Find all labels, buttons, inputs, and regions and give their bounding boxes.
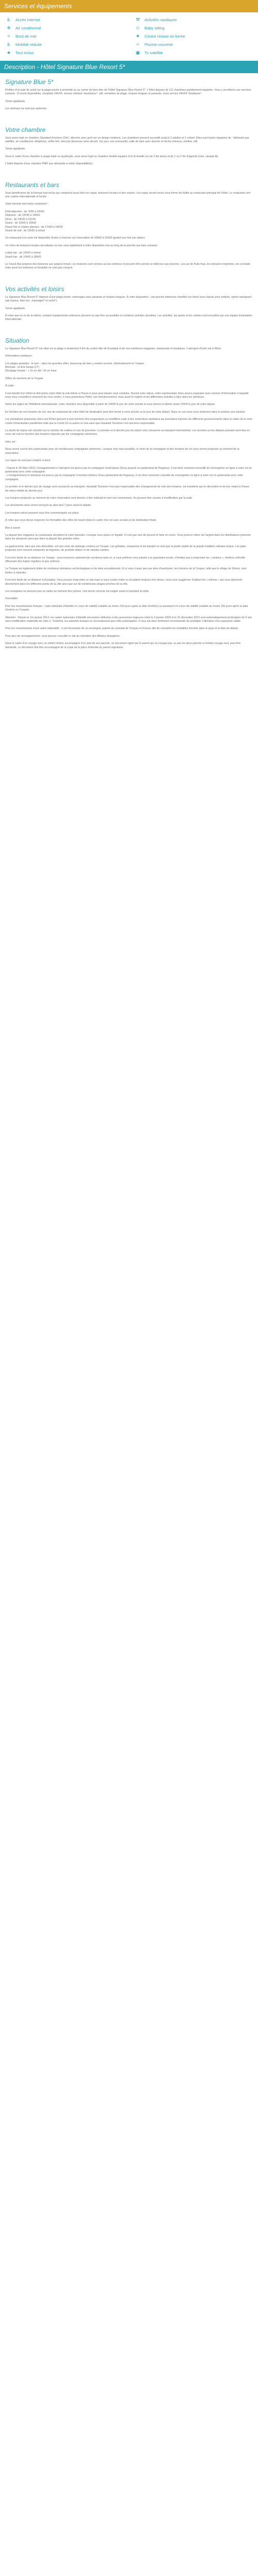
service-label: Piscine couverte	[144, 42, 173, 47]
dining-paragraph: Votre formule tout inclus comprend :	[5, 202, 49, 206]
service-item	[134, 25, 253, 31]
location-paragraph: - Depuis le 26 Mars 2023, l'enregistrement à l'aéroport est pourvu par la compagnie SunExpress (Sous pouvoir en partenariat de Pegasus). Il est donc vivement conseillé de s'enregistrer en ligne à votre vol en partenariat avec cette compagnie. - L'enregistrement à l'aéroport est pourvu par la compagnie Corendon Airlines (Sous partenariat de Pegasus). Il est donc vivement conseillé de s'enregistrer en ligne à votre vol en partenariat avec cette compagnie.	[5, 466, 252, 481]
intro-paragraph: Tenue appliquée.	[5, 99, 26, 103]
inclusive-icon: ★	[6, 49, 11, 55]
service-item	[134, 33, 253, 39]
services-header: Services et équipements	[0, 0, 258, 12]
mobility-icon: ♿	[6, 41, 11, 47]
location-paragraph: Le premier et le dernier jour de voyage sont consacrés au transport. Havaiiati Tourisme n'est pas responsable des changements de vols des horaires, les transferts qui en découlent et de leur retard à l'heure de retour initiale du dernier jour.	[5, 485, 250, 493]
description-content	[0, 78, 258, 650]
services-grid	[0, 12, 258, 61]
location-paragraph: La plupart des magasins ou restaurants acceptent la carte bancaire. Lorsque vous payez en liquide, il n'est pas rare de pouvoir le faire en euros. Vous pourrez retirer de l'argent dans les distributeurs présents dans les aéroports ainsi que dans la plupart des grandes villes.	[5, 533, 251, 541]
location-title: Situation	[5, 336, 29, 344]
location-paragraph: La Turquie est également dotée de nombreux domaines archéologiques et de sites exceptionnels. Et si vous n'avez pas une âme d'aventurier, les chemins de la Turquie, telle que le village de Sirince, sont faciles à rejoindre.	[5, 567, 247, 574]
dining-section	[5, 192, 253, 270]
rooms-section	[5, 137, 253, 166]
service-label: Accès internet	[15, 17, 40, 22]
location-paragraph: Il est très facile de se déplacer en Turquie : vous trouverez aisément de nombreux taxis et, si vous préférez vous joindre à la population locale, n'hésitez pas à emprunter les « dolmus », minibus collectifs effectuant des trajets réguliers et peu onéreux.	[5, 556, 245, 563]
leisure-paragraph: À noter que ou ce de la même, certains équipements extérieurs peuvent ne pas être accessibles et certaines activités annulées. Les activités, les sports et les soirées sont encadrés par une équipe d'animation internationale.	[5, 314, 252, 321]
intro-paragraph: Profitez d'un bain de soleil sur la plage privée à proximité ou au centre de bien-être de l'Hôtel Signature Blue Resort 5*. L'hôtel dispose de 111 chambres parfaitement équipées. Vous y accéderez aux services suivants : 8 courts disponibles, réception 24h/24, service médical "assistance", wifi, serviettes de plage, chaises longues et parasols, room service 24h/24 "boutiques".	[5, 89, 251, 96]
rooms-paragraph: Vous serez logé en chambre Standard d'environ 22m², décorée avec goût sur un design moderne. Les chambres peuvent accueillir jusqu'à 2 adultes et 1 enfant. Elles sont toutes équipées de : télévision par satellite, air conditionné, téléphone, coffre-fort, mini-bar (boissons sans alcool). Sur jour, non renouvelé), salle de bain avec douche et sèche-cheveux, minibar, wifi.	[5, 136, 249, 144]
leisure-paragraph: Tenue appliquée.	[5, 307, 26, 310]
intro-section	[5, 89, 253, 111]
leisure-paragraph: Le Signature Blue Resort 5* dispose d'une plage privée, aménagée avec parasols et chaises longues. À votre disposition : une piscine intérieure chauffée (en hiver) avec bassin pour enfants, sports nautiques*, spa (sauna, bain turc, massages* et soins*).	[5, 295, 253, 303]
service-label: Tout inclus	[15, 50, 34, 55]
location-section	[5, 347, 253, 650]
rooms-title: Votre chambre	[5, 126, 46, 133]
sea-icon: ≈	[7, 33, 10, 39]
dining-paragraph: Un restaurant à la carte est disponible (fruits) à réserver sur réservation de 20h00 à 22h00 (gratuit une fois par séjour).	[5, 236, 146, 240]
location-paragraph: Dans le cadre d'un voyage avec un enfant mineur accompagné d'un seul de ses parents, un document signé par le parent qui ne voyage pas, ou par les deux parents si l'enfant voyage seul, peut être demandé. Le document doit être accompagné de la copie de la pièce d'identité du parent signataire.	[5, 642, 241, 649]
leisure-section	[5, 296, 253, 322]
service-label: Baby sitting	[144, 25, 165, 30]
location-paragraph: En fonction de vos horaires de vol, une de restaurant de votre hôtel de destination peut être fermé à votre arrivée ou le jour de votre départ. Dans ce cas nous vous inviterons dans le préavis une solution.	[5, 410, 246, 414]
dining-paragraph: Lobby bar : de 10h00 à minuit Snack bar : de 10h00 à 18h00	[5, 251, 41, 259]
service-label: Bord de mer	[15, 33, 37, 39]
baby-icon: ☺	[135, 25, 140, 30]
location-paragraph: Bon à savoir	[5, 526, 20, 530]
location-paragraph: Les repas ne sont pas compris à bord.	[5, 459, 51, 463]
location-paragraph: Les horaires proposés au moment de votre réservation sont donnés à titre indicatif et sont non contractuels. Ils peuvent être soumis à modification par la suite.	[5, 496, 193, 500]
location-paragraph: À noter :	[5, 384, 15, 388]
service-label: Activités nautiques	[144, 17, 177, 22]
rooms-paragraph: Tenue appliquée.	[5, 147, 26, 151]
service-label: Tv satellite	[144, 50, 163, 55]
location-paragraph: Formalités	[5, 597, 18, 601]
service-item	[5, 33, 124, 39]
page	[0, 0, 258, 653]
description-header: Description - Hôtel Signature Blue Resort 5*	[0, 61, 258, 73]
service-item	[134, 41, 253, 47]
location-paragraph: Les horaires retour peuvent vous être communiqués sur place.	[5, 511, 79, 515]
service-label: Mobilité réduite	[15, 42, 42, 47]
service-item	[5, 16, 124, 23]
dining-paragraph: Petit-déjeuner : de 7h00 à 10h00 Déjeuner : de 12h30 à 14h00 Dîner : de 19h30 à 21h30 Snack : de 11h00 à 16h00 Pause thé et crêpes glacées : de 17h00 à 18h00 Snack de nuit : de 23h30 à minuit	[5, 210, 63, 232]
rooms-paragraph: Sous le cadre d'une chambre à usage triple ou quadruple, vous serez logé en chambre double équipée d'un lit double (ou de 2 lits twins) et de 1 ou 2 lits d'appoint (sofa, canapé-lit).	[5, 155, 219, 158]
intro-paragraph: Les animaux ne sont pas autorisés.	[5, 107, 47, 111]
service-item	[5, 49, 124, 56]
location-paragraph: Le Signature Blue Resort 5* est situé sur la plage à seulement 5 km du centre-ville de Kusadasi et de ses nombreux magasins, restaurants et boutiques. L'aéroport d'Izmir est à 65km.	[5, 347, 222, 350]
location-paragraph: La durée du séjour est calculée sur le nombre de nuitées et non de journées. Le premier et le dernier jour du séjour sont consacrés au transport international. Les arrivées ou les départs pouvant avoir lieu en cours de nuit en fonction des horaires imposés par les compagnies aériennes.	[5, 429, 250, 436]
service-item	[134, 49, 253, 56]
location-paragraph: Les mosquées ne peuvent pas se visiter au moment des prières. Une tenue correcte est exigée avant et pendant la visite.	[5, 590, 150, 594]
location-paragraph: Pour plus de renseignements, vous pouvez consulter le site du ministère des Affaires étrangères.	[5, 634, 120, 638]
fitness-icon: ♥	[136, 33, 139, 39]
location-paragraph: Les plages gratuites : le tout – dans les grandes villes, beaucoup de bars y restent ouverts. Généralement en Turquie : Monnaie : la livre turque (LT) Décalage horaire : + 1h en été / 2h en hiver	[5, 362, 146, 373]
dining-paragraph: Un choix de boissons locales alcoolisées ou non vous également à votre disposition tout au long de la journée aux bars suivants :	[5, 244, 159, 247]
location-paragraph: Selon les règles de l'hôtellerie internationale, votre chambre sera disponible à partir de 14h00 le jour de votre arrivée et vous devrez la libérer avant 12h00 le jour de votre départ.	[5, 403, 216, 406]
location-paragraph: La gastronomie, bien que très diversifiée, est une sorte de mélange contenu en Turquie. Les grillades, chawarma et les kebabs ne sont que la partie visible de la grande tradition culinaire turque. Les plats proposés sont souvent composés de légumes, de produits laitiers et de viandes variées.	[5, 545, 246, 552]
location-paragraph: Infos vol :	[5, 440, 17, 444]
wheelchair-icon: ♿	[6, 16, 11, 22]
location-paragraph: À noter que vous devez respecter les formalités des villes de transit (dans le cadre d'un vol avec escale) et de destination finale.	[5, 519, 157, 522]
location-paragraph: Office du tourisme de la Turquie	[5, 377, 43, 380]
location-paragraph: Il est interdit d'un hôtel ne doit prévu notre hôtel la nuit-même à l'heure à nous pour laisser vous conduire. Durant votre séjour, votre représentant Jetou pourra organiser avec réunion d'information à laquelle nous vous conseillons vivement de vous rendre. Il vous présentera l'hôtel, son fonctionnement, mais aussi le régime et les différentes activités à faire dans les alentours.	[5, 392, 249, 399]
service-item	[134, 16, 253, 23]
dining-title: Restaurants et bars	[5, 181, 59, 189]
service-item	[5, 41, 124, 47]
leisure-title: Vos activités et loisirs	[5, 285, 64, 293]
service-label: Air conditionné	[15, 25, 41, 30]
service-label: Centre remise en forme	[144, 33, 185, 39]
location-paragraph: Nous avons conclu des partenariats avec de nombreuses compagnies aériennes. Lorsque cela nous possible, le choix de la compagnie et des horaires de vol vous seront proposés au moment de la réservation.	[5, 448, 239, 455]
rooms-paragraph: L'hôtel dispose d'une chambre PMR (sur demande et selon disponibilités).	[5, 162, 93, 166]
dining-paragraph: Vous bénéficierez de la formule tout inclus qui comprend aussi bien les repas, boissons locales et des snacks. Les repas seront servis sous forme de buffet au restaurant principal de l'hôtel. Le restaurant sert une cuisine internationale et locale.	[5, 191, 250, 199]
dining-paragraph: Le Snack-Bar propose des boissons aux jusqu'à minuit. Les boissons sont servies au bar extérieur et peuvent être servies à midi/ceux aux piscines. Les jus de fruits frais, les boissons importées, les cocktails mais aussi les boissons en bouteille ne sont pas compris.	[5, 262, 250, 270]
wifi-icon: ▣	[135, 49, 140, 55]
location-paragraph: Pour les ressortissants d'une autre nationalité : il est nécessaire de se renseigner auprès du consulat de Turquie en France afin de connaître les modalités d'entrée dans le pays et la date du départ.	[5, 627, 239, 631]
pool-icon: ≈	[136, 42, 139, 47]
location-paragraph: Il est très facile de se déplacer à Kusadasi. Vous pouvez emprunter un taxi mais si vous voulez éviter la circulation toujours très dense, nous vous suggérons d'utiliser les « dolmus » qui vous déposent directement dans les différents points de la ville ainsi que sur de nombreuses plages proches de la ville.	[5, 579, 242, 586]
snowflake-icon: ❄	[7, 25, 11, 30]
service-item	[5, 25, 124, 31]
location-paragraph: Les prestations proposées dans nos fiches peuvent à tout moment être suspendues ou modifiées suite à des restrictions sanitaires qui pourraient imposer les différents gouvernements dans le cadre de la crise contre d'éventuelles pandémies telle que la Covid-19 ou autres et cela sans que Havaiiati Tourisme n'en soit tenu responsable.	[5, 418, 252, 425]
activities-icon: ⚒	[135, 16, 140, 22]
location-paragraph: Pour les ressortissants français : carte nationale d'identité en cours de validité (valable au moins 150 jours après la date d'entrée) ou passeport en cours de validité (valable au moins 150 jours après la date d'entrée en Turquie).	[5, 604, 248, 612]
location-paragraph: Les documents vous seront envoyés au plus tard 7 jours avant le départ.	[5, 504, 91, 507]
location-paragraph: Attention : Depuis le 1er janvier 2014, les cartes nationales d'identité sécurisées délivrées à des personnes majeures entre le 2 janvier 2004 et le 31 décembre 2013 sont automatiquement prolongées de 5 ans sans modification matérielle de celle-ci. Toutefois, les autorités turques ne reconnaissent pas cette prolongation. Il vous est donc fortement recommandé de privilégier l'utilisation d'un passeport valide.	[5, 616, 252, 623]
location-paragraph: Informations pratiques :	[5, 354, 34, 358]
hotel-subtitle: Signature Blue 5*	[5, 78, 54, 86]
